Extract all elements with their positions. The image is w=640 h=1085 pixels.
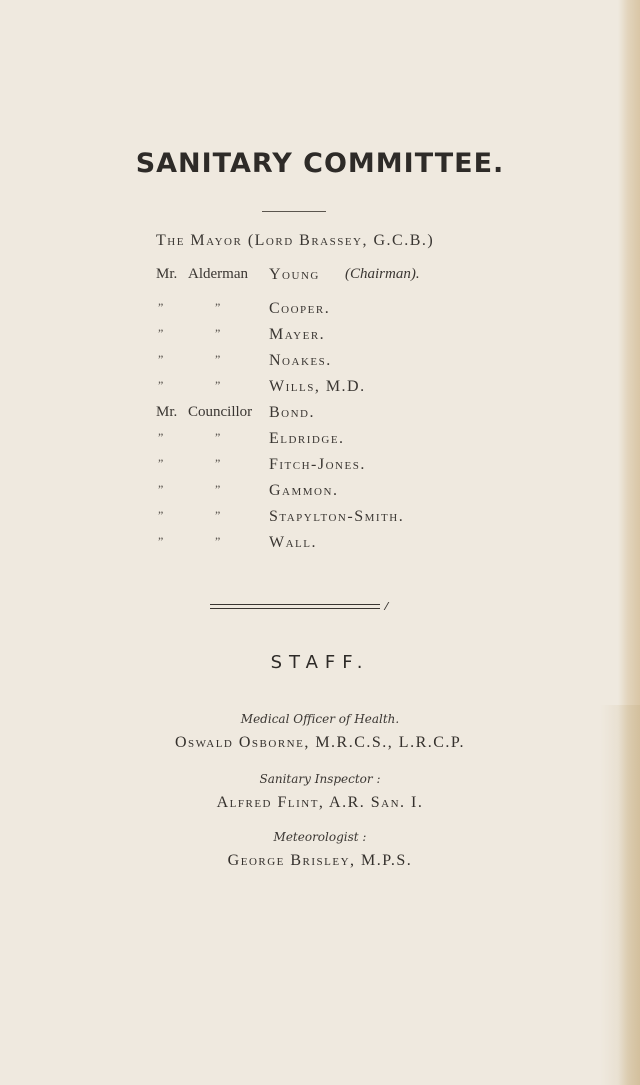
member-name: Mayer. — [269, 326, 326, 343]
ditto-mark: ” — [215, 456, 221, 470]
ditto-mark: ” — [215, 482, 221, 496]
staff-role: Meteorologist : — [273, 830, 367, 844]
ditto-mark: ” — [215, 430, 221, 444]
staff-role: Medical Officer of Health. — [240, 712, 400, 726]
member-name: Eldridge. — [269, 430, 345, 447]
staff-role: Sanitary Inspector : — [259, 772, 381, 786]
ditto-mark: ” — [158, 300, 164, 314]
staff-name: George Brisley, M.P.S. — [227, 852, 413, 869]
ditto-mark: ” — [215, 508, 221, 522]
member-name: Noakes. — [269, 352, 332, 369]
member-rank: Councillor — [188, 404, 253, 420]
member-name: Cooper. — [269, 300, 331, 317]
ditto-mark: ” — [158, 352, 164, 366]
chairman-note: (Chairman). — [345, 266, 420, 282]
page-edge-stain — [600, 705, 640, 1085]
ditto-mark: ” — [158, 456, 164, 470]
staff-heading: STAFF. — [270, 652, 370, 673]
title-divider — [262, 211, 326, 212]
member-name: Bond. — [269, 404, 316, 421]
staff-name: Oswald Osborne, M.R.C.S., L.R.C.P. — [174, 734, 466, 751]
member-name: Wall. — [269, 534, 317, 551]
ditto-mark: ” — [215, 534, 221, 548]
ditto-mark: ” — [158, 482, 164, 496]
ditto-mark: ” — [158, 378, 164, 392]
member-name: Young — [269, 266, 320, 283]
ditto-mark: ” — [158, 326, 164, 340]
member-name: Stapylton-Smith. — [269, 508, 405, 525]
member-name: Fitch-Jones. — [269, 456, 366, 473]
committee-head: The Mayor (Lord Brassey, G.C.B.) — [156, 232, 435, 249]
member-name: Gammon. — [269, 482, 339, 499]
ditto-mark: ” — [215, 300, 221, 314]
ditto-mark: ” — [215, 326, 221, 340]
ditto-mark: ” — [215, 378, 221, 392]
title-prefix: Mr. — [156, 266, 178, 282]
section-divider — [210, 604, 386, 610]
title-prefix: Mr. — [156, 404, 178, 420]
page-title: SANITARY COMMITTEE. — [135, 148, 505, 179]
ditto-mark: ” — [215, 352, 221, 366]
member-rank: Alderman — [188, 266, 248, 282]
ditto-mark: ” — [158, 430, 164, 444]
staff-name: Alfred Flint, A.R. San. I. — [216, 794, 424, 811]
ditto-mark: ” — [158, 508, 164, 522]
ditto-mark: ” — [158, 534, 164, 548]
committee-head-row — [156, 232, 434, 258]
member-name: Wills, M.D. — [269, 378, 366, 395]
